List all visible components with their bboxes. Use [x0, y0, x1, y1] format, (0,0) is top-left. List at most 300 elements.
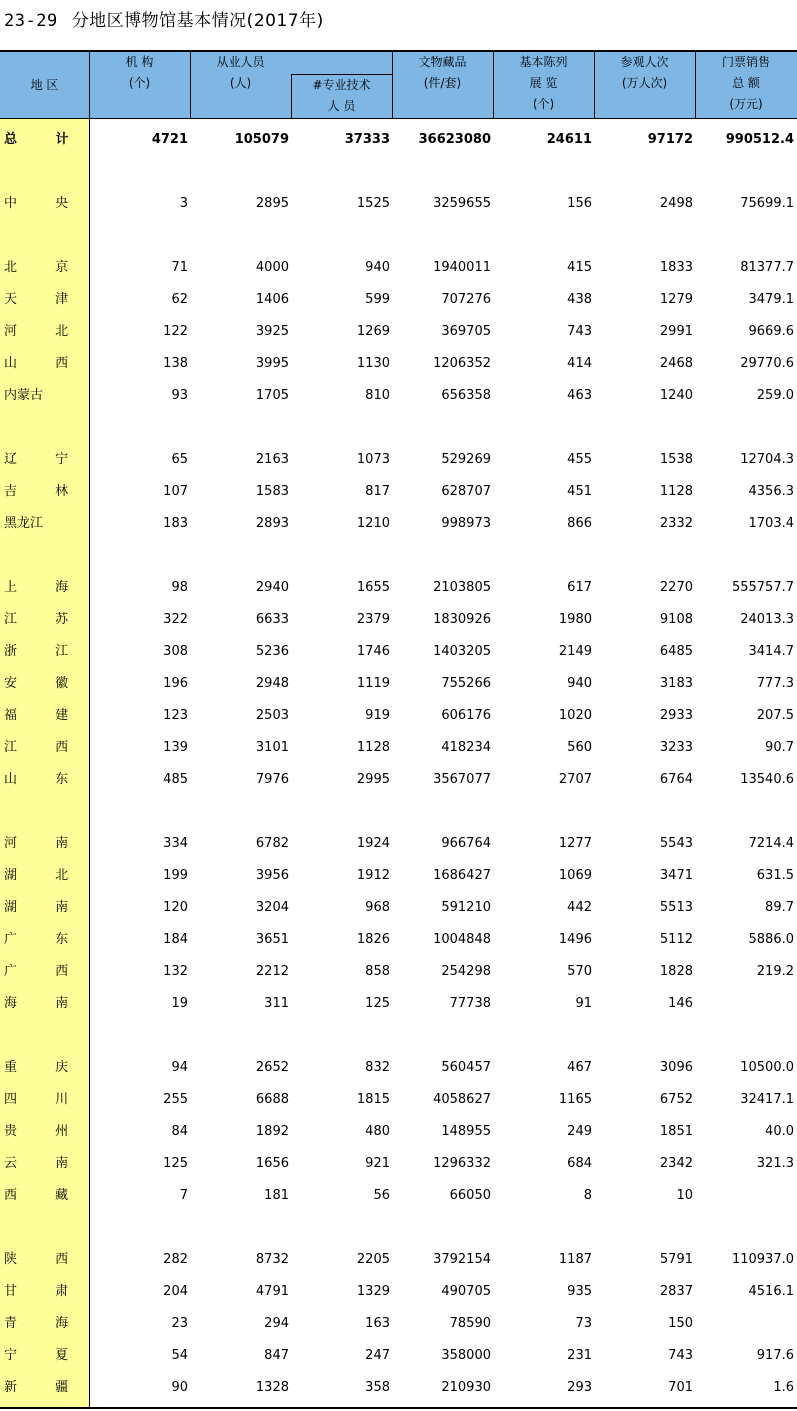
value-cell: 5886.0 — [748, 932, 794, 947]
value-cell: 2893 — [255, 516, 289, 531]
region-label: 宁 夏 — [4, 1348, 86, 1363]
value-cell: 1912 — [356, 868, 390, 883]
table-row — [0, 1276, 797, 1308]
value-cell: 1004848 — [433, 932, 491, 947]
value-cell: 966764 — [441, 836, 491, 851]
value-cell: 455 — [567, 452, 592, 467]
value-cell: 606176 — [441, 708, 491, 723]
value-cell: 75699.1 — [740, 196, 794, 211]
value-cell: 1269 — [356, 324, 390, 339]
value-cell: 62 — [171, 292, 188, 307]
value-cell: 940 — [365, 260, 390, 275]
value-cell: 255 — [163, 1092, 188, 1107]
value-cell: 3925 — [255, 324, 289, 339]
region-label: 江 苏 — [4, 612, 86, 627]
region-label: 贵 州 — [4, 1124, 86, 1139]
region-label: 内蒙古 — [4, 388, 44, 403]
value-cell — [697, 1308, 794, 1340]
value-cell: 6485 — [659, 644, 693, 659]
value-cell: 2379 — [356, 612, 390, 627]
value-cell: 1892 — [255, 1124, 289, 1139]
value-cell: 2933 — [659, 708, 693, 723]
value-cell: 321.3 — [756, 1156, 794, 1171]
value-cell: 196 — [163, 676, 188, 691]
value-cell: 7 — [179, 1188, 188, 1203]
value-cell: 73 — [575, 1316, 592, 1331]
value-cell: 998973 — [441, 516, 491, 531]
value-cell: 7214.4 — [748, 836, 794, 851]
value-cell: 485 — [163, 772, 188, 787]
header-collections: 文物藏品 (件/套) — [418, 55, 467, 90]
region-label: 山 东 — [4, 772, 86, 787]
value-cell: 3183 — [659, 676, 693, 691]
value-cell: 1525 — [356, 196, 390, 211]
value-cell: 138 — [163, 356, 188, 371]
value-cell: 2837 — [659, 1284, 693, 1299]
value-cell: 148955 — [441, 1124, 491, 1139]
value-cell: 743 — [567, 324, 592, 339]
value-cell: 3 — [179, 196, 188, 211]
value-cell: 3792154 — [433, 1252, 491, 1267]
value-cell: 858 — [365, 964, 390, 979]
value-cell: 3479.1 — [748, 292, 794, 307]
table-row — [0, 1340, 797, 1372]
value-cell: 2948 — [255, 676, 289, 691]
table-row — [0, 1180, 797, 1212]
value-cell: 1165 — [558, 1092, 592, 1107]
value-cell: 438 — [567, 292, 592, 307]
value-cell: 1703.4 — [748, 516, 794, 531]
value-cell: 37333 — [344, 132, 390, 147]
page-title — [4, 6, 324, 31]
value-cell: 249 — [567, 1124, 592, 1139]
value-cell: 1705 — [255, 388, 289, 403]
value-cell: 591210 — [441, 900, 491, 915]
table-row — [0, 956, 797, 988]
value-cell: 19 — [171, 996, 188, 1011]
region-label: 西 藏 — [4, 1188, 86, 1203]
table-row — [0, 572, 797, 604]
header-ticket-sales: 门票销售 总 额 (万元) — [721, 55, 770, 111]
table-row — [0, 1116, 797, 1148]
value-cell: 4058627 — [433, 1092, 491, 1107]
value-cell: 259.0 — [756, 388, 794, 403]
value-cell: 5791 — [659, 1252, 693, 1267]
value-cell: 183 — [163, 516, 188, 531]
value-cell: 847 — [264, 1348, 289, 1363]
value-cell: 1686427 — [433, 868, 491, 883]
value-cell: 1210 — [356, 516, 390, 531]
value-cell: 219.2 — [756, 964, 794, 979]
value-cell: 1329 — [356, 1284, 390, 1299]
value-cell: 91 — [575, 996, 592, 1011]
value-cell: 132 — [163, 964, 188, 979]
value-cell: 6764 — [659, 772, 693, 787]
value-cell: 12704.3 — [740, 452, 794, 467]
value-cell: 418234 — [441, 740, 491, 755]
value-cell: 2163 — [255, 452, 289, 467]
value-cell: 2995 — [356, 772, 390, 787]
region-label: 广 东 — [4, 932, 86, 947]
value-cell: 1069 — [558, 868, 592, 883]
value-cell: 5513 — [659, 900, 693, 915]
museum-statistics-table — [0, 50, 797, 1411]
region-label: 海 南 — [4, 996, 86, 1011]
table-row — [0, 1084, 797, 1116]
header-exhibitions: 基本陈列 展 览 (个) — [519, 55, 568, 111]
value-cell: 97172 — [647, 132, 693, 147]
value-cell: 184 — [163, 932, 188, 947]
value-cell: 1328 — [255, 1380, 289, 1395]
value-cell: 1279 — [659, 292, 693, 307]
table-row — [0, 668, 797, 700]
value-cell: 3414.7 — [748, 644, 794, 659]
value-cell: 2205 — [356, 1252, 390, 1267]
value-cell: 2991 — [659, 324, 693, 339]
value-cell: 7976 — [255, 772, 289, 787]
value-cell: 123 — [163, 708, 188, 723]
region-label: 广 西 — [4, 964, 86, 979]
table-row — [0, 1148, 797, 1180]
value-cell: 369705 — [441, 324, 491, 339]
table-number: 23-29 — [4, 11, 58, 31]
table-row — [0, 476, 797, 508]
value-cell: 24611 — [546, 132, 592, 147]
value-cell: 555757.7 — [731, 580, 794, 595]
value-cell — [697, 1180, 794, 1212]
value-cell: 204 — [163, 1284, 188, 1299]
value-cell: 2503 — [255, 708, 289, 723]
value-cell: 4791 — [255, 1284, 289, 1299]
value-cell: 24013.3 — [740, 612, 794, 627]
value-cell: 163 — [365, 1316, 390, 1331]
value-cell: 5236 — [255, 644, 289, 659]
value-cell: 4516.1 — [748, 1284, 794, 1299]
value-cell: 10500.0 — [740, 1060, 794, 1075]
value-cell: 2707 — [558, 772, 592, 787]
value-cell: 56 — [373, 1188, 390, 1203]
value-cell: 1940011 — [433, 260, 491, 275]
region-label: 重 庆 — [4, 1060, 86, 1075]
value-cell — [697, 988, 794, 1020]
value-cell: 1277 — [558, 836, 592, 851]
value-cell: 1406 — [255, 292, 289, 307]
value-cell: 2498 — [659, 196, 693, 211]
region-label: 陕 西 — [4, 1252, 86, 1267]
table-row — [0, 764, 797, 796]
value-cell: 1656 — [255, 1156, 289, 1171]
value-cell: 570 — [567, 964, 592, 979]
value-cell: 3204 — [255, 900, 289, 915]
value-cell: 5112 — [659, 932, 693, 947]
table-row — [0, 988, 797, 1020]
value-cell: 9108 — [659, 612, 693, 627]
value-cell: 2149 — [558, 644, 592, 659]
value-cell: 156 — [567, 196, 592, 211]
region-label: 黑龙江 — [4, 516, 44, 531]
region-label: 安 徽 — [4, 676, 86, 691]
value-cell: 81377.7 — [740, 260, 794, 275]
value-cell: 66050 — [449, 1188, 491, 1203]
value-cell: 451 — [567, 484, 592, 499]
table-row — [0, 924, 797, 956]
value-cell: 311 — [264, 996, 289, 1011]
value-cell: 93 — [171, 388, 188, 403]
value-cell: 23 — [171, 1316, 188, 1331]
value-cell: 6633 — [255, 612, 289, 627]
region-label: 总 计 — [4, 132, 86, 147]
value-cell: 921 — [365, 1156, 390, 1171]
value-cell: 1815 — [356, 1092, 390, 1107]
value-cell: 1130 — [356, 356, 390, 371]
value-cell: 1826 — [356, 932, 390, 947]
value-cell: 1020 — [558, 708, 592, 723]
table-row — [0, 1052, 797, 1084]
value-cell: 358000 — [441, 1348, 491, 1363]
region-label: 上 海 — [4, 580, 86, 595]
value-cell: 2940 — [255, 580, 289, 595]
table-row — [0, 508, 797, 540]
value-cell: 817 — [365, 484, 390, 499]
region-label: 江 西 — [4, 740, 86, 755]
header-bottom-rule — [0, 118, 797, 119]
value-cell: 480 — [365, 1124, 390, 1139]
value-cell: 13540.6 — [740, 772, 794, 787]
value-cell: 125 — [163, 1156, 188, 1171]
region-label: 福 建 — [4, 708, 86, 723]
region-label: 中 央 — [4, 196, 86, 211]
region-label: 浙 江 — [4, 644, 86, 659]
value-cell: 442 — [567, 900, 592, 915]
total-row — [0, 124, 797, 156]
table-row — [0, 636, 797, 668]
value-cell: 105079 — [234, 132, 289, 147]
value-cell: 29770.6 — [740, 356, 794, 371]
value-cell: 3651 — [255, 932, 289, 947]
region-label: 北 京 — [4, 260, 86, 275]
value-cell: 656358 — [441, 388, 491, 403]
value-cell: 1073 — [356, 452, 390, 467]
header-institutions: 机 构 (个) — [125, 55, 154, 90]
value-cell: 617 — [567, 580, 592, 595]
value-cell: 3101 — [255, 740, 289, 755]
value-cell: 1206352 — [433, 356, 491, 371]
value-cell: 210930 — [441, 1380, 491, 1395]
value-cell: 89.7 — [765, 900, 794, 915]
table-row — [0, 316, 797, 348]
region-label: 湖 北 — [4, 868, 86, 883]
region-label: 辽 宁 — [4, 452, 86, 467]
table-row — [0, 860, 797, 892]
value-cell: 917.6 — [756, 1348, 794, 1363]
value-cell: 71 — [171, 260, 188, 275]
value-cell: 78590 — [449, 1316, 491, 1331]
value-cell: 40.0 — [765, 1124, 794, 1139]
value-cell: 1655 — [356, 580, 390, 595]
value-cell: 490705 — [441, 1284, 491, 1299]
value-cell: 4000 — [255, 260, 289, 275]
value-cell: 1746 — [356, 644, 390, 659]
header-tech-staff: #专业技术 人 员 — [312, 78, 371, 113]
value-cell: 684 — [567, 1156, 592, 1171]
value-cell: 146 — [668, 996, 693, 1011]
value-cell: 358 — [365, 1380, 390, 1395]
table-row — [0, 828, 797, 860]
value-cell: 2342 — [659, 1156, 693, 1171]
value-cell: 707276 — [441, 292, 491, 307]
value-cell: 1924 — [356, 836, 390, 851]
value-cell: 1296332 — [433, 1156, 491, 1171]
table-row — [0, 1372, 797, 1404]
table-row — [0, 252, 797, 284]
value-cell: 866 — [567, 516, 592, 531]
region-label: 四 川 — [4, 1092, 86, 1107]
region-label: 湖 南 — [4, 900, 86, 915]
value-cell: 1496 — [558, 932, 592, 947]
value-cell: 322 — [163, 612, 188, 627]
value-cell: 1240 — [659, 388, 693, 403]
value-cell: 1828 — [659, 964, 693, 979]
value-cell: 1538 — [659, 452, 693, 467]
value-cell: 414 — [567, 356, 592, 371]
value-cell: 3995 — [255, 356, 289, 371]
region-label: 新 疆 — [4, 1380, 86, 1395]
value-cell: 2103805 — [433, 580, 491, 595]
value-cell: 832 — [365, 1060, 390, 1075]
region-label: 河 北 — [4, 324, 86, 339]
value-cell: 560 — [567, 740, 592, 755]
region-label: 青 海 — [4, 1316, 86, 1331]
value-cell: 231 — [567, 1348, 592, 1363]
region-label: 云 南 — [4, 1156, 86, 1171]
value-cell: 207.5 — [756, 708, 794, 723]
value-cell: 54 — [171, 1348, 188, 1363]
table-row — [0, 732, 797, 764]
value-cell: 1583 — [255, 484, 289, 499]
value-cell: 125 — [365, 996, 390, 1011]
value-cell: 32417.1 — [740, 1092, 794, 1107]
value-cell: 560457 — [441, 1060, 491, 1075]
value-cell: 1128 — [356, 740, 390, 755]
value-cell: 1830926 — [433, 612, 491, 627]
value-cell: 990512.4 — [725, 132, 794, 147]
value-cell: 2652 — [255, 1060, 289, 1075]
value-cell: 529269 — [441, 452, 491, 467]
value-cell: 743 — [668, 1348, 693, 1363]
value-cell: 935 — [567, 1284, 592, 1299]
value-cell: 415 — [567, 260, 592, 275]
value-cell: 3096 — [659, 1060, 693, 1075]
table-row — [0, 380, 797, 412]
value-cell: 4356.3 — [748, 484, 794, 499]
value-cell: 3259655 — [433, 196, 491, 211]
value-cell: 1403205 — [433, 644, 491, 659]
value-cell: 139 — [163, 740, 188, 755]
value-cell: 599 — [365, 292, 390, 307]
value-cell: 77738 — [449, 996, 491, 1011]
region-label: 山 西 — [4, 356, 86, 371]
value-cell: 199 — [163, 868, 188, 883]
value-cell: 10 — [676, 1188, 693, 1203]
value-cell: 90.7 — [765, 740, 794, 755]
value-cell: 1187 — [558, 1252, 592, 1267]
bottom-rule — [0, 1407, 797, 1409]
value-cell: 467 — [567, 1060, 592, 1075]
table-row — [0, 1244, 797, 1276]
value-cell: 810 — [365, 388, 390, 403]
value-cell: 4721 — [151, 132, 188, 147]
value-cell: 631.5 — [756, 868, 794, 883]
table-row — [0, 700, 797, 732]
value-cell: 2895 — [255, 196, 289, 211]
table-row — [0, 444, 797, 476]
value-cell: 90 — [171, 1380, 188, 1395]
value-cell: 334 — [163, 836, 188, 851]
value-cell: 282 — [163, 1252, 188, 1267]
table-row — [0, 892, 797, 924]
value-cell: 181 — [264, 1188, 289, 1203]
value-cell: 1833 — [659, 260, 693, 275]
value-cell: 940 — [567, 676, 592, 691]
value-cell: 5543 — [659, 836, 693, 851]
value-cell: 1851 — [659, 1124, 693, 1139]
region-label: 吉 林 — [4, 484, 86, 499]
value-cell: 308 — [163, 644, 188, 659]
value-cell: 1980 — [558, 612, 592, 627]
region-label: 河 南 — [4, 836, 86, 851]
value-cell: 1119 — [356, 676, 390, 691]
value-cell: 84 — [171, 1124, 188, 1139]
value-cell: 628707 — [441, 484, 491, 499]
value-cell: 6688 — [255, 1092, 289, 1107]
table-row — [0, 1308, 797, 1340]
value-cell: 94 — [171, 1060, 188, 1075]
value-cell: 120 — [163, 900, 188, 915]
value-cell: 2332 — [659, 516, 693, 531]
region-label: 甘 肃 — [4, 1284, 86, 1299]
value-cell: 6782 — [255, 836, 289, 851]
table-row — [0, 188, 797, 220]
value-cell: 777.3 — [756, 676, 794, 691]
table-title: 分地区博物馆基本情况(2017年) — [71, 11, 324, 31]
value-cell: 3567077 — [433, 772, 491, 787]
value-cell: 1128 — [659, 484, 693, 499]
value-cell: 2212 — [255, 964, 289, 979]
value-cell: 463 — [567, 388, 592, 403]
value-cell: 65 — [171, 452, 188, 467]
value-cell: 2468 — [659, 356, 693, 371]
value-cell: 293 — [567, 1380, 592, 1395]
value-cell: 3956 — [255, 868, 289, 883]
value-cell: 919 — [365, 708, 390, 723]
value-cell: 107 — [163, 484, 188, 499]
value-cell: 122 — [163, 324, 188, 339]
value-cell: 294 — [264, 1316, 289, 1331]
value-cell: 254298 — [441, 964, 491, 979]
value-cell: 110937.0 — [731, 1252, 794, 1267]
value-cell: 2270 — [659, 580, 693, 595]
table-row — [0, 604, 797, 636]
table-row — [0, 348, 797, 380]
value-cell: 98 — [171, 580, 188, 595]
value-cell: 755266 — [441, 676, 491, 691]
value-cell: 6752 — [659, 1092, 693, 1107]
value-cell: 8 — [583, 1188, 592, 1203]
value-cell: 9669.6 — [748, 324, 794, 339]
header-visitors: 参观人次 (万人次) — [620, 55, 669, 90]
value-cell: 3233 — [659, 740, 693, 755]
value-cell: 247 — [365, 1348, 390, 1363]
